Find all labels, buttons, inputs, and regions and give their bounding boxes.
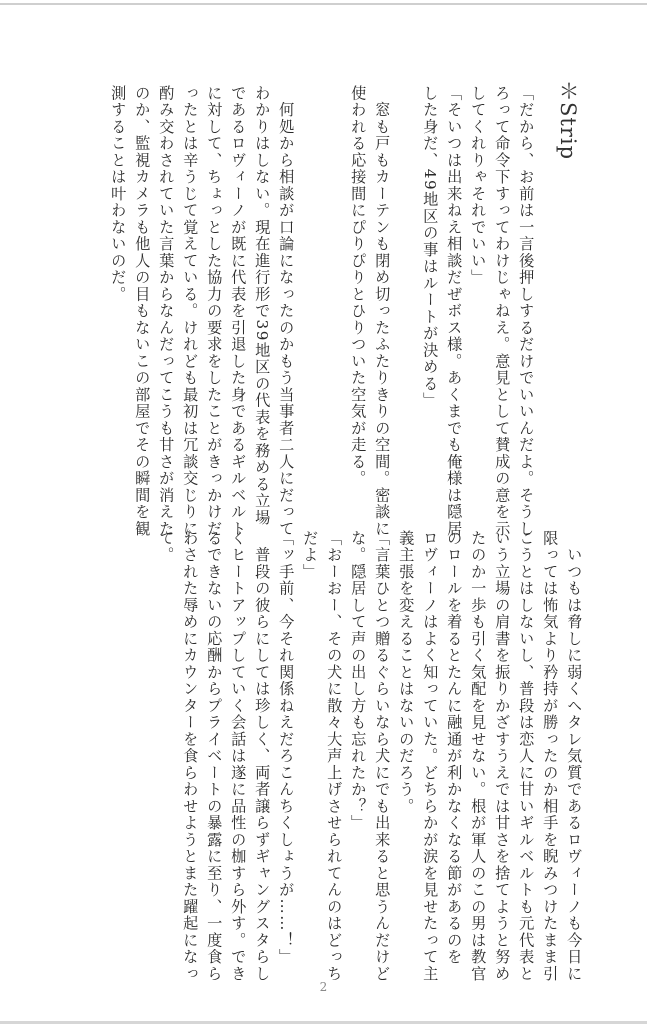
- text-line: 「ッ手前、今それ関係ねえだろこんちくしょうが……！」: [277, 530, 296, 966]
- text-line: 普段の彼らにしては珍しく、両者譲らずギャングスタらし: [253, 530, 272, 983]
- page-number: 2: [319, 980, 328, 994]
- text-line: のか、監視カメラも他人の目もないこの部屋でその瞬間を観: [133, 85, 152, 538]
- text-line: 何処から相談が口論になったのかもう当事者二人にだって: [277, 85, 296, 538]
- text-line: いう立場の肩書を振りかざすうえでは甘さを捨てようと努め: [493, 530, 512, 983]
- text-line: いつもは脅しに弱くヘタレ気質であるロヴィーノも今日に: [565, 530, 584, 983]
- text-line: だよ」: [301, 530, 320, 581]
- text-line: ロヴィーノはよく知っていた。どちらかが涙を見せたって主: [421, 530, 440, 983]
- top-border: [0, 3, 647, 5]
- text-line: るできないの応酬からプライベートの暴露に至り、一度食ら: [205, 530, 224, 983]
- text-line: 「言葉ひとつ贈るぐらいなら犬にでも出来ると思うんだけど: [373, 530, 392, 983]
- text-line: であるロヴィーノが既に代表を引退した身であるギルベルト: [229, 85, 248, 538]
- text-line: 酌み交わされていた言葉からなんだってこうも甘さが消えた: [157, 85, 176, 538]
- text-line: わされた辱めにカウンターを食らわせようとまた躍起になっ: [181, 530, 200, 983]
- text-line: 窓も戸もカーテンも閉め切ったふたりきりの空間。密談に: [373, 85, 392, 538]
- text-line: 限っては怖気より矜持が勝ったのか相手を睨みつけたまま引: [541, 530, 560, 983]
- text-line: 「おーおー、その犬に散々大声上げさせられてんのはどっち: [325, 530, 344, 983]
- text-line: たのか一歩も引く気配を見せない。根が軍人のこの男は教官: [469, 530, 488, 983]
- text-line: 「だから、お前は一言後押しするだけでいいんだよ。そうし: [517, 85, 536, 538]
- text-line: ろって命令下すってわけじゃねえ。意見として賛成の意を示: [493, 85, 512, 538]
- text-line: 「そいつは出来ねえ相談だぜボス様。あくまでも俺様は隠居: [445, 85, 464, 538]
- text-line: ったとは辛うじて覚えている。けれども最初は冗談交じりに: [181, 85, 200, 538]
- text-line: こうとはしないし、普段は恋人に甘いギルベルトも元代表と: [517, 530, 536, 983]
- chapter-title: ＊Strip: [556, 80, 580, 161]
- text-line: に対して、ちょっとした協力の要求をしたことがきっかけだ: [205, 85, 224, 538]
- text-line: て。: [157, 530, 176, 564]
- text-line: のロールを着るとたんに融通が利かなくなる節があるのを: [445, 530, 464, 966]
- text-line: くヒートアップしていく会話は遂に品性の枷すら外す。でき: [229, 530, 248, 983]
- text-line: してくれりゃそれでいい」: [469, 85, 488, 286]
- text-line: 義主張を変えることはないのだろう。: [397, 530, 416, 815]
- text-line: わかりはしない。現在進行形で39地区の代表を務める立場: [253, 85, 272, 527]
- text-line: 測することは叶わないのだ。: [109, 85, 128, 303]
- text-line: した身だ、49地区の事はルートが決める」: [421, 85, 440, 409]
- text-line: な。隠居して声の出し方も忘れたか？」: [349, 530, 368, 832]
- text-line: 使われる応接間にぴりぴりとひりついた空気が走る。: [349, 85, 368, 487]
